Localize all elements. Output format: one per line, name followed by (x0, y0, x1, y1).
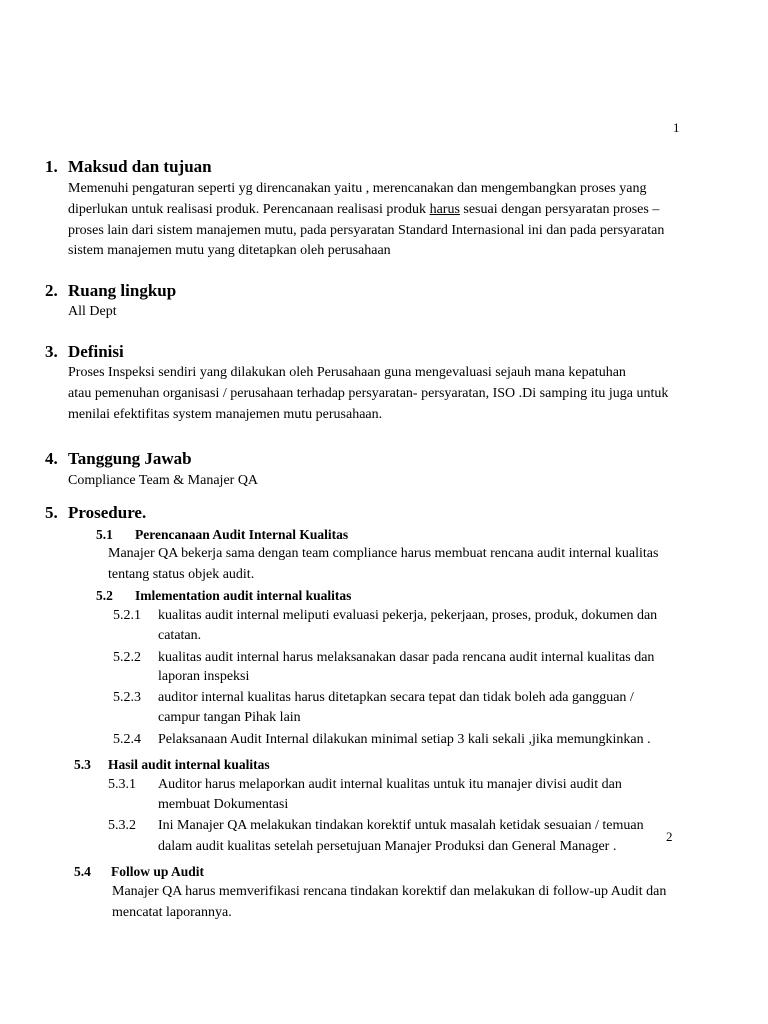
section-number: 5. (45, 503, 58, 522)
subsection-5-1-line-2: tentang status objek audit. (108, 567, 255, 582)
page-number: 1 (673, 120, 680, 135)
section-title: Definisi (68, 342, 124, 361)
section-3-line-3: menilai efektifitas system manajemen mutu perusahaan. (68, 407, 383, 422)
section-1-line-4: sistem manajemen mutu yang ditetapkan oleh perusahaan (68, 243, 391, 258)
subsection-number: 5.1 (96, 527, 113, 542)
item-5-2-3-line-2: campur tangan Pihak lain (158, 710, 301, 725)
overlapping-page-number: 2 (666, 829, 673, 844)
section-title: Maksud dan tujuan (68, 157, 212, 176)
subsection-title: Hasil audit internal kualitas (108, 757, 270, 772)
subsection-number: 5.3 (74, 757, 91, 772)
item-text: kualitas audit internal meliputi evaluasi pekerja, pekerjaan, proses, produk, dokumen dan (158, 608, 658, 623)
underlined-word: harus (429, 202, 460, 217)
text-segment: sesuai dengan persyaratan proses – (459, 202, 660, 217)
section-number: 1. (45, 157, 58, 176)
item-5-3-2-line-2: dalam audit kualitas setelah persetujuan Manajer Produksi dan General Manager . (158, 839, 617, 854)
subsection-number: 5.4 (74, 864, 91, 879)
item-text: Ini Manajer QA melakukan tindakan korektif untuk masalah ketidak sesuaian / temuan (158, 818, 644, 833)
subsection-title: Perencanaan Audit Internal Kualitas (135, 527, 349, 542)
section-3-line-1: Proses Inspeksi sendiri yang dilakukan oleh Perusahaan guna mengevaluasi sejauh mana kepatuhan (68, 365, 626, 380)
section-1-line-3: proses lain dari sistem manajemen mutu, pada persyaratan Standard Internasional ini dan pada persyaratan (68, 223, 665, 238)
item-number: 5.2.3 (113, 690, 141, 705)
section-2-line-1: All Dept (68, 304, 117, 319)
item-number: 5.2.4 (113, 732, 141, 747)
subsection-number: 5.2 (96, 588, 113, 603)
section-1-line-2 (68, 202, 659, 218)
section-title: Tanggung Jawab (68, 449, 192, 468)
item-text: auditor internal kualitas harus ditetapkan secara tepat dan tidak boleh ada gangguan / (158, 690, 634, 705)
subsection-title: Follow up Audit (111, 864, 205, 879)
item-5-2-1-line-2: catatan. (158, 628, 202, 643)
section-number: 4. (45, 449, 58, 468)
section-number: 2. (45, 281, 58, 300)
item-number: 5.3.2 (108, 818, 136, 833)
subsection-5-4-line-2: mencatat laporannya. (112, 905, 232, 920)
item-5-3-1-line-2: membuat Dokumentasi (158, 797, 289, 812)
text-segment: diperlukan untuk realisasi produk. Perencanaan realisasi produk (68, 202, 430, 217)
section-1-line-1: Memenuhi pengaturan seperti yg direncanakan yaitu , merencanakan dan mengembangkan proses yang (68, 181, 647, 196)
item-5-2-2-line-2: laporan inspeksi (158, 669, 250, 684)
section-number: 3. (45, 342, 58, 361)
section-title: Prosedure. (68, 503, 147, 522)
item-number: 5.2.1 (113, 608, 141, 623)
section-title: Ruang lingkup (68, 281, 177, 300)
subsection-5-4-line-1: Manajer QA harus memverifikasi rencana tindakan korektif dan melakukan di follow-up Audit dan (112, 884, 667, 899)
subsection-5-1-line-1: Manajer QA bekerja sama dengan team compliance harus membuat rencana audit internal kualitas (108, 546, 659, 561)
item-text: Auditor harus melaporkan audit internal kualitas untuk itu manajer divisi audit dan (158, 777, 622, 792)
subsection-title: Imlementation audit internal kualitas (135, 588, 352, 603)
item-number: 5.3.1 (108, 777, 136, 792)
item-text: Pelaksanaan Audit Internal dilakukan minimal setiap 3 kali sekali ,jika memungkinkan . (158, 732, 651, 747)
section-4-line-1: Compliance Team & Manajer QA (68, 473, 259, 488)
item-number: 5.2.2 (113, 650, 141, 665)
section-3-line-2: atau pemenuhan organisasi / perusahaan terhadap persyaratan- persyaratan, ISO .Di samping itu juga untuk (68, 386, 669, 401)
item-text: kualitas audit internal harus melaksanakan dasar pada rencana audit internal kualitas dan (158, 650, 655, 665)
